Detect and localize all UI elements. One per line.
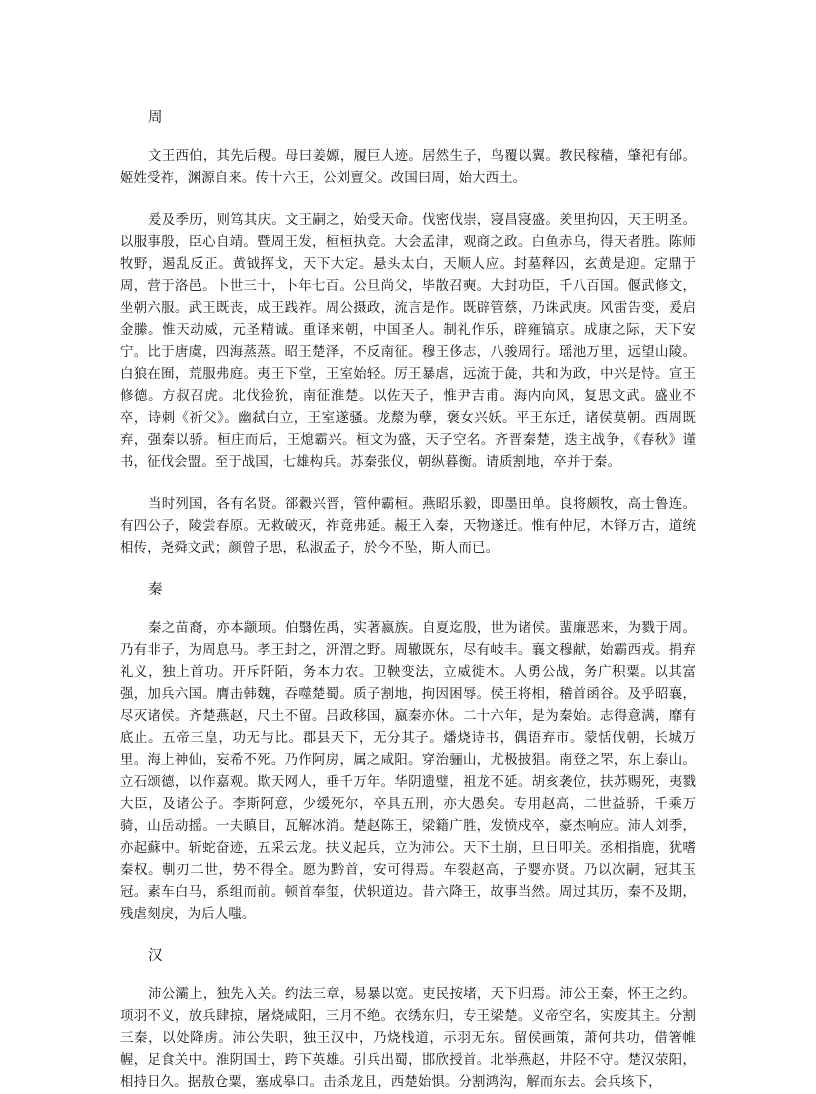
paragraph: 秦之苗裔，亦本颛顼。伯翳佐禹，实著嬴族。自夏迄殷，世为诸侯。蜚廉恶来，为戮于周。乃有非子，为周息马。孝王封之，汧渭之野。周辙既东，尽有岐丰。襄文穆献，始霸西戎。捐弃礼义，独上首功。开斥阡陌，务本力农。卫鞅变法，立威徙木。人勇公战，务广积粟。以其富强，加兵六国。膺击韩魏，吞噬楚蜀。质子割地，拘因困辱。侯王将相，稽首函谷。及乎昭襄，尽灭诸侯。齐楚燕赵，尺土不留。吕政移国，嬴秦亦休。二十六年，是为秦始。志得意满，靡有底止。五帝三皇，功无与比。郡县天下，无分其子。燔烧诗书，偶语弃市。蒙恬伐朝，长城万里。海上神仙，妄希不死。乃作阿房，属之咸阳。穿治骊山，尤极披猖。南登之罘，东上泰山。立石颂德，以作嘉观。欺天网人，垂千万年。华阴遗璧，祖龙不延。胡亥袭位，扶苏赐死，夷戮大臣，及诸公子。李斯阿意，少缓死尔，卒具五刑，亦大愚矣。专用赵高，二世益骄，千乘万骑，山岳动摇。一夫瞋目，瓦解冰消。楚赵陈王，梁籍广胜，发愤戍卒，豪杰响应。沛人刘季，亦起蘇中。斩蛇奋迹，五采云龙。扶义起兵，立为沛公。天下土崩，旦日叩关。丞相指鹿，犹嗜秦权。剸刃二世，势不得全。愿为黔首，安可得焉。车裂赵高，子婴亦贤。乃以次嗣，冠其玉冠。素车白马，系组而前。顿首奉玺，伏轵道边。昔六降王，故事当然。周过其历，秦不及期，残虐刻戾，为后人嗤。 — [120, 621, 696, 922]
paragraph: 文王西伯，其先后稷。母曰姜嫄，履巨人迹。居然生子，鸟覆以翼。教民稼穑，肇祀有邰。姬姓受祚，渊源自来。传十六王，公刘亶父。改国曰周，始大西土。 — [120, 149, 696, 186]
paragraph: 当时列国，各有名贤。郤縠兴晋，管仲霸桓。燕昭乐毅，即墨田单。良将颇牧，高士鲁连。有四公子，陵尝春原。无救破灭，祚竟弗延。赧王入秦，天物遂迁。惟有仲尼，木铎万古，道统相传，尧舜文武；颜曾子思，私淑孟子，於今不坠，斯人而已。 — [120, 497, 696, 556]
section-title-zhou: 周 — [148, 110, 163, 126]
paragraph: 爰及季历，则笃其庆。文王嗣之，始受天命。伐密伐崇，寖昌寖盛。羑里拘囚，天王明圣。以服事殷，臣心自靖。暨周王发，桓桓执竞。大会孟津，观商之政。白鱼赤乌，得天者胜。陈师牧野，遏乱反正。黄钺挥戈，天下大定。悬头太白，天顺人应。封墓释囚，玄黄是迎。定鼎于周，营于洛邑。卜世三十，卜年七百。公旦尚父，毕散召奭。大封功臣，千八百国。偃武修文，坐朝六服。武王既丧，成王践祚。周公摄政，流言是作。既辟管蔡，乃诛武庚。风雷告变，爰启金縢。惟天动威，元圣精诚。重译来朝，中国圣人。制礼作乐，辟雍镐京。成康之际，天下安宁。比于唐虞，四海蒸蒸。昭王楚泽，不反南征。穆王侈志，八骏周行。瑶池万里，远望山陵。白狼在囿，荒服弗庭。夷王下堂，王室始轻。厉王暴虐，远流于彘，共和为政，中兴是恃。宣王修德。方叔召虎。北伐猃狁，南征淮楚。以佐天子，惟尹吉甫。海内向风，复思文武。盛业不卒，诗刺《祈父》。幽弑白立，王室遂骚。龙漦为孽，褒女兴妖。平王东迁，诸侯莫朝。西周既弃，强秦以骄。桓庄而后，王熄霸兴。桓文为盛，天子空名。齐晋秦楚，迭主战争，《春秋》谨书，征伐会盟。至于战国，七雄构兵。苏秦张仪，朝纵暮衡。请质割地，卒并于秦。 — [120, 213, 696, 470]
section-title-han: 汉 — [148, 948, 163, 964]
document-body — [120, 108, 696, 1094]
section-title-qin: 秦 — [148, 582, 163, 598]
paragraph: 沛公灞上，独先入关。约法三章，易暴以宽。吏民按堵，天下归焉。沛公王秦，怀王之约。项羽不义，放兵肆掠，屠烧咸阳，三月不绝。衣绣东归，专王梁楚。义帝空名，实废其主。分割三秦，以处降虏。沛公失职，独王汉中，乃烧栈道，示羽无东。留侯画策，萧何共功，借箸帷幄，足食关中。淮阴国士，跨下英雄。引兵出蜀，邯欣授首。北举燕赵，井陉不守。楚汉荥阳，相持日久。据敖仓粟，塞成皋口。击杀龙且，西楚始惧。分割鸿沟，解而东去。会兵垓下， — [120, 987, 696, 1090]
